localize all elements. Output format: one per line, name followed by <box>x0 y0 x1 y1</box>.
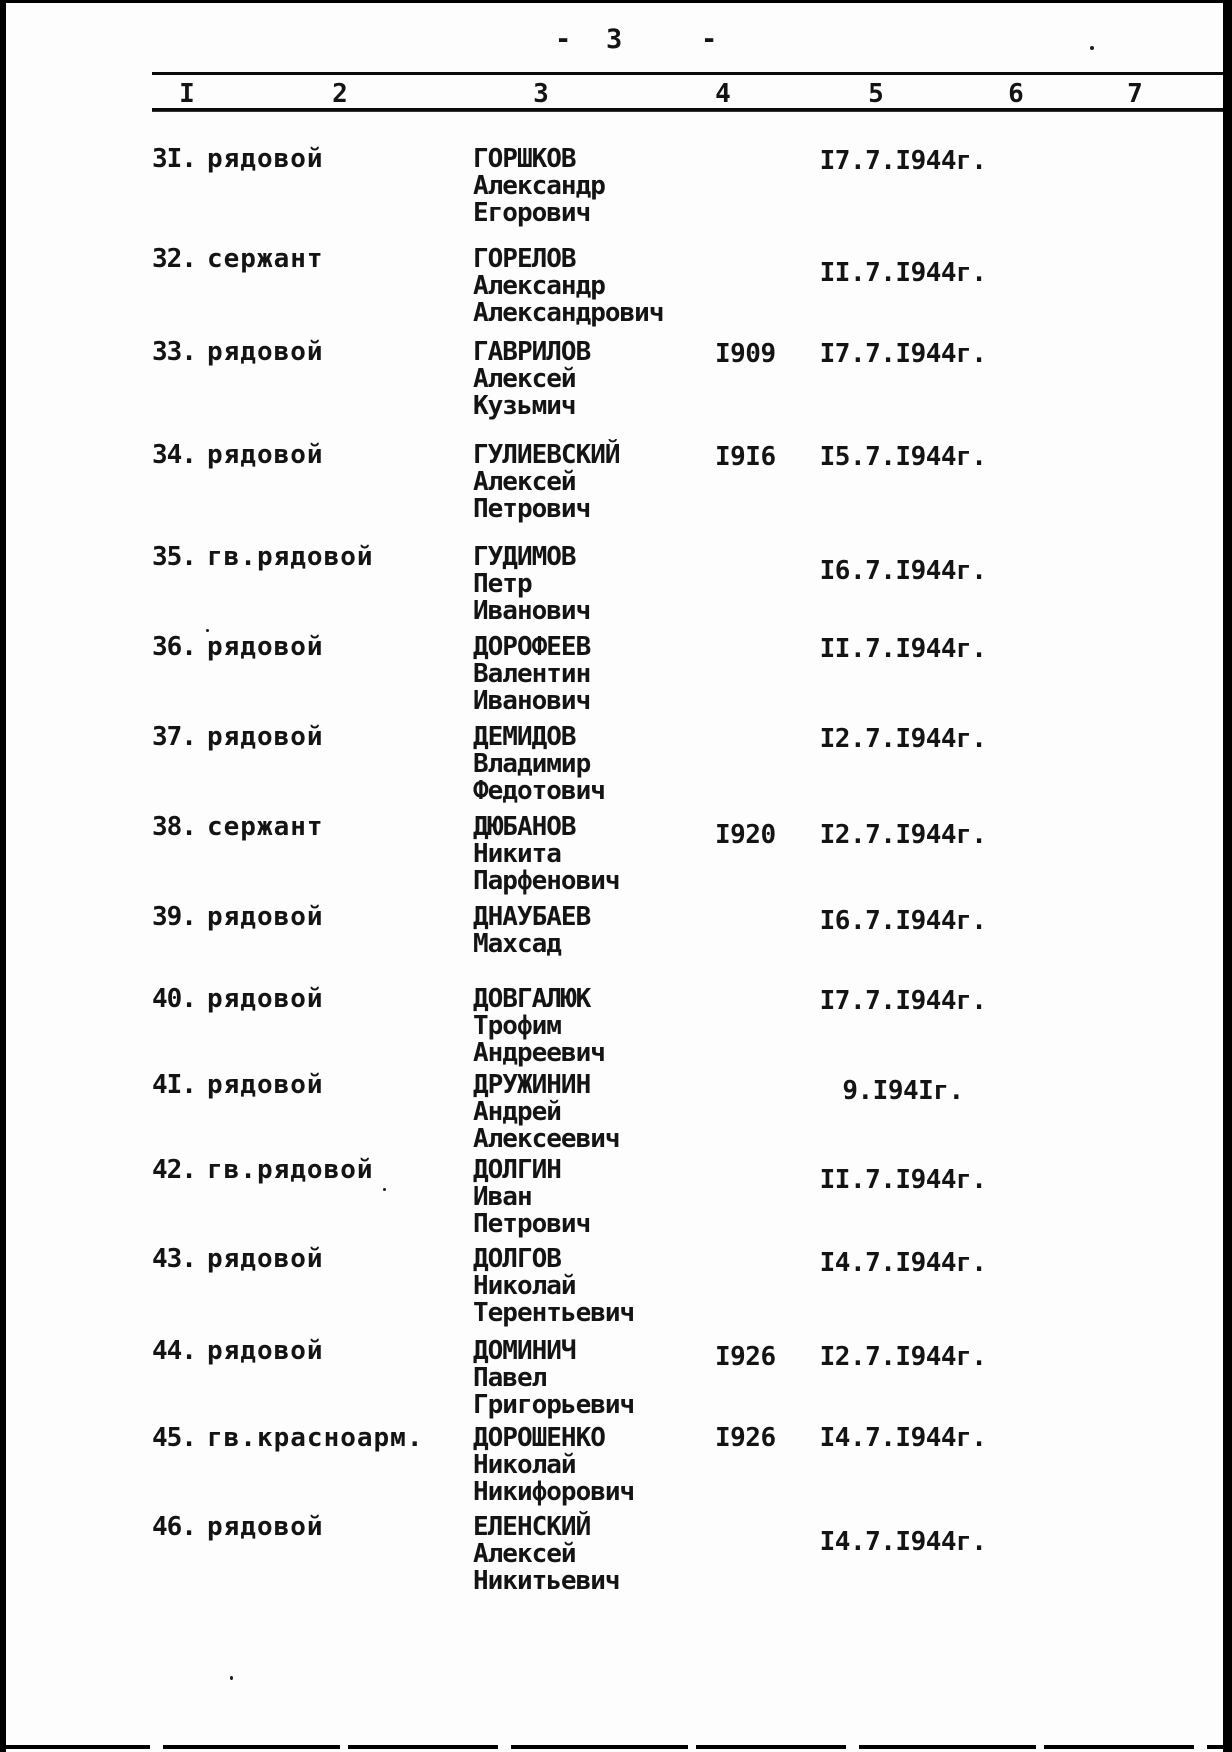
rank: гв.рядовой <box>207 542 374 572</box>
name-line: ГОРЕЛОВ <box>473 244 576 274</box>
name-line: ГУЛИЕВСКИЙ <box>473 440 620 470</box>
casualty-date: I2.7.I944г. <box>819 1342 987 1372</box>
name-line: ДРУЖИНИН <box>473 1070 591 1100</box>
name-line: Махсад <box>473 929 561 959</box>
name-line: Иван <box>473 1182 532 1212</box>
casualty-date: I2.7.I944г. <box>819 724 987 754</box>
casualty-date: II.7.I944г. <box>819 1165 987 1195</box>
name-line: Алексей <box>473 467 576 497</box>
name-line: Терентьевич <box>473 1298 635 1328</box>
name-line: Алексей <box>473 1539 576 1569</box>
rank: рядовой <box>207 902 324 932</box>
name-block <box>473 633 590 714</box>
name-block <box>473 1071 620 1152</box>
name-line: Николай <box>473 1271 576 1301</box>
casualty-date: I6.7.I944г. <box>819 556 987 586</box>
column-header-6: 6 <box>1008 79 1024 109</box>
scan-border-left <box>0 0 6 1752</box>
page-number-left-dash: - <box>555 24 572 55</box>
rank: гв.рядовой <box>207 1155 374 1185</box>
casualty-date: II.7.I944г. <box>819 634 987 664</box>
name-line: ДОЛГОВ <box>473 1244 561 1274</box>
page-number-digit: 3 <box>606 24 623 55</box>
name-line: Валентин <box>473 659 591 689</box>
name-block <box>473 145 605 226</box>
rank: рядовой <box>207 1336 324 1366</box>
name-line: Федотович <box>473 776 605 806</box>
name-block <box>473 1337 634 1418</box>
casualty-date: I2.7.I944г. <box>819 820 987 850</box>
name-line: Владимир <box>473 749 591 779</box>
rank: гв.красноарм. <box>207 1423 424 1453</box>
row-number: 33. <box>152 337 196 367</box>
name-block <box>473 813 620 894</box>
name-line: Никитьевич <box>473 1566 620 1596</box>
casualty-date: I6.7.I944г. <box>819 906 987 936</box>
name-line: ДОЛГИН <box>473 1155 561 1185</box>
name-line: ДОМИНИЧ <box>473 1336 576 1366</box>
casualty-date: 9.I94Iг. <box>842 1076 964 1106</box>
name-line: Алексеевич <box>473 1124 620 1154</box>
name-line: Никита <box>473 839 561 869</box>
rank: рядовой <box>207 984 324 1014</box>
casualty-date: I4.7.I944г. <box>819 1527 987 1557</box>
row-number: 3I. <box>152 144 196 174</box>
casualty-date: I7.7.I944г. <box>819 339 987 369</box>
rank: рядовой <box>207 1244 324 1274</box>
row-number: 32. <box>152 244 196 274</box>
name-block <box>473 338 590 419</box>
scan-speck <box>383 1188 386 1191</box>
name-line: Иванович <box>473 686 591 716</box>
table-header-rule-top <box>152 72 1223 75</box>
column-header-2: 2 <box>332 79 348 109</box>
birth-year: I920 <box>715 820 776 850</box>
name-block <box>473 723 605 804</box>
row-number: 46. <box>152 1512 196 1542</box>
name-line: ДОВГАЛЮК <box>473 984 591 1014</box>
birth-year: I926 <box>715 1423 776 1453</box>
name-line: ГОРШКОВ <box>473 144 576 174</box>
scan-speck <box>1090 46 1094 50</box>
row-number: 44. <box>152 1336 196 1366</box>
name-line: ГУДИМОВ <box>473 542 576 572</box>
rank: сержант <box>207 244 324 274</box>
rank: рядовой <box>207 337 324 367</box>
name-line: ДОРОФЕЕВ <box>473 632 591 662</box>
name-block <box>473 1245 634 1326</box>
row-number: 45. <box>152 1423 196 1453</box>
name-block <box>473 245 664 326</box>
rank: рядовой <box>207 1070 324 1100</box>
name-line: Кузьмич <box>473 391 576 421</box>
rank: рядовой <box>207 632 324 662</box>
birth-year: I9I6 <box>715 442 776 472</box>
column-header-3: 3 <box>533 79 549 109</box>
name-line: Николай <box>473 1450 576 1480</box>
rank: рядовой <box>207 722 324 752</box>
name-line: Андрей <box>473 1097 561 1127</box>
name-line: ДОРОШЕНКО <box>473 1423 605 1453</box>
column-header-5: 5 <box>868 79 884 109</box>
name-block <box>473 903 590 957</box>
name-line: ЕЛЕНСКИЙ <box>473 1512 591 1542</box>
row-number: 34. <box>152 440 196 470</box>
row-number: 35. <box>152 542 196 572</box>
scan-speck <box>206 629 209 632</box>
row-number: 40. <box>152 984 196 1014</box>
scan-border-top <box>0 0 1232 3</box>
name-line: ДЕМИДОВ <box>473 722 576 752</box>
table-header-rule-bottom <box>152 108 1223 111</box>
name-line: Никифорович <box>473 1477 635 1507</box>
row-number: 4I. <box>152 1070 196 1100</box>
rank: рядовой <box>207 144 324 174</box>
row-number: 36. <box>152 632 196 662</box>
row-number: 38. <box>152 812 196 842</box>
column-header-4: 4 <box>715 79 731 109</box>
name-line: ДЮБАНОВ <box>473 812 576 842</box>
name-line: Иванович <box>473 596 591 626</box>
rank: рядовой <box>207 440 324 470</box>
name-line: Алексей <box>473 364 576 394</box>
name-line: Петрович <box>473 1209 591 1239</box>
scan-speck <box>230 1676 233 1680</box>
row-number: 43. <box>152 1244 196 1274</box>
scan-border-bottom <box>0 1745 1232 1749</box>
rank: рядовой <box>207 1512 324 1542</box>
row-number: 37. <box>152 722 196 752</box>
name-block <box>473 1424 634 1505</box>
casualty-date: I4.7.I944г. <box>819 1423 987 1453</box>
rank: сержант <box>207 812 324 842</box>
name-line: Петрович <box>473 494 591 524</box>
scan-border-right <box>1223 0 1232 1752</box>
name-line: ДНАУБАЕВ <box>473 902 591 932</box>
casualty-date: I7.7.I944г. <box>819 146 987 176</box>
name-line: Андреевич <box>473 1038 605 1068</box>
birth-year: I909 <box>715 339 776 369</box>
name-line: Александр <box>473 271 605 301</box>
name-line: Григорьевич <box>473 1390 635 1420</box>
name-line: Павел <box>473 1363 547 1393</box>
name-line: Егорович <box>473 198 591 228</box>
name-line: Александр <box>473 171 605 201</box>
casualty-date: II.7.I944г. <box>819 258 987 288</box>
name-line: ГАВРИЛОВ <box>473 337 591 367</box>
name-block <box>473 1513 620 1594</box>
column-header-7: 7 <box>1127 79 1143 109</box>
name-block <box>473 1156 590 1237</box>
row-number: 39. <box>152 902 196 932</box>
name-line: Парфенович <box>473 866 620 896</box>
name-block <box>473 441 620 522</box>
birth-year: I926 <box>715 1342 776 1372</box>
name-block <box>473 985 605 1066</box>
row-number: 42. <box>152 1155 196 1185</box>
column-header-1: I <box>179 79 195 109</box>
name-line: Александрович <box>473 298 664 328</box>
casualty-date: I4.7.I944г. <box>819 1248 987 1278</box>
casualty-date: I7.7.I944г. <box>819 986 987 1016</box>
name-block <box>473 543 590 624</box>
casualty-date: I5.7.I944г. <box>819 442 987 472</box>
name-line: Петр <box>473 569 532 599</box>
name-line: Трофим <box>473 1011 561 1041</box>
page-number-right-dash: - <box>701 24 718 55</box>
